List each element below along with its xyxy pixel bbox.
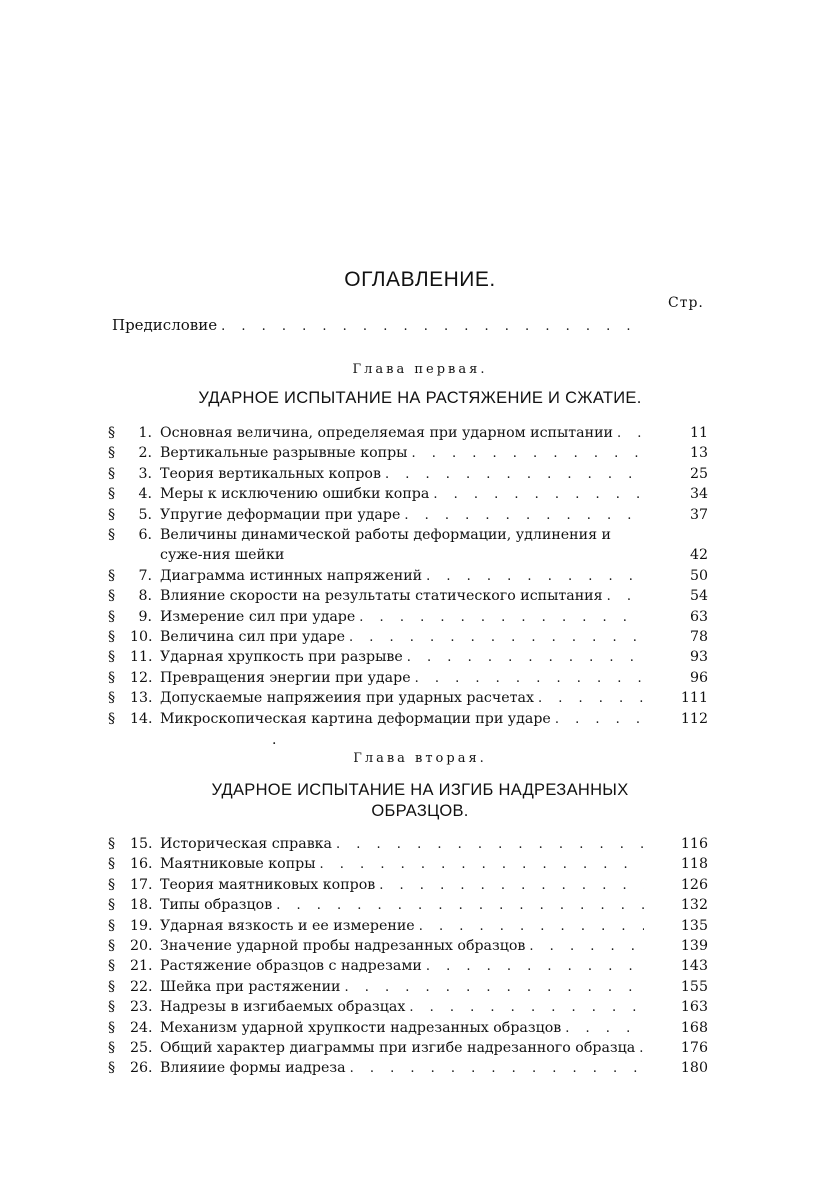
entry-number: 17. <box>130 876 153 893</box>
entry-number: 14. <box>130 710 153 727</box>
toc-entry[interactable] <box>108 977 708 997</box>
chapter-2-title: УДАРНОЕ ИСПЫТАНИЕ НА ИЗГИБ НАДРЕЗАННЫХ ОБРАЗЦОВ. <box>211 781 629 820</box>
dot-leader <box>565 1019 644 1039</box>
entry-number: 7. <box>138 567 152 584</box>
entry-number: 20. <box>130 937 153 954</box>
entry-number: 12. <box>130 669 153 686</box>
entry-page: 54 <box>689 588 708 605</box>
dot-leader <box>320 855 644 875</box>
entry-page: 168 <box>680 1019 708 1036</box>
entry-page: 63 <box>689 608 708 625</box>
dot-leader <box>555 710 644 730</box>
toc-entry[interactable] <box>108 668 708 688</box>
entry-page: 180 <box>680 1060 708 1077</box>
entry-number: 11. <box>130 649 153 666</box>
toc-entry[interactable] <box>108 505 708 525</box>
entry-number: 10. <box>130 628 153 645</box>
entry-title: Типы образцов <box>160 897 273 914</box>
entry-number: 23. <box>130 999 153 1016</box>
dot-leader <box>411 444 644 464</box>
entry-page: 143 <box>680 958 708 975</box>
section-sign: § <box>108 1039 116 1056</box>
entry-title: Значение ударной пробы надрезанных образцов <box>160 937 526 954</box>
entry-page: 93 <box>689 649 708 666</box>
entry-title: Ударная вязкость и ее измерение <box>160 917 415 934</box>
entry-title: Влияиие формы иадреза <box>160 1060 346 1077</box>
dot-leader <box>617 424 644 444</box>
entry-title: Растяжение образцов с надрезами <box>160 958 422 975</box>
entry-page: 50 <box>689 567 708 584</box>
page-column-label: Стр. <box>668 295 704 311</box>
section-sign: § <box>108 567 116 584</box>
toc-entry[interactable] <box>108 688 708 708</box>
entry-number: 6. <box>138 526 152 543</box>
entry-title: Механизм ударной хрупкости надрезанных образцов <box>160 1019 562 1036</box>
dot-leader <box>409 998 644 1018</box>
entry-title: Измерение сил при ударе <box>160 608 356 625</box>
toc-entry[interactable] <box>108 647 708 667</box>
toc-entry[interactable] <box>108 423 708 443</box>
chapter-1-toc <box>108 423 708 729</box>
entry-title: Допускаемые напряжеиия при ударных расчетах <box>160 690 534 707</box>
section-sign: § <box>108 486 116 503</box>
dot-leader <box>359 608 644 628</box>
toc-entry[interactable] <box>108 1058 708 1078</box>
section-sign: § <box>108 1019 116 1036</box>
dot-leader <box>379 876 644 896</box>
toc-entry[interactable] <box>108 443 708 463</box>
toc-entry[interactable] <box>108 464 708 484</box>
entry-number: 16. <box>130 856 153 873</box>
toc-entry[interactable] <box>108 1018 708 1038</box>
toc-entry[interactable] <box>108 854 708 874</box>
entry-title: Ударная хрупкость при разрыве <box>160 649 403 666</box>
section-sign: § <box>108 506 116 523</box>
toc-entry[interactable] <box>108 627 708 647</box>
section-sign: § <box>108 628 116 645</box>
dot-leader <box>529 937 644 957</box>
entry-title: Шейка при растяжении <box>160 978 341 995</box>
entry-title: Упругие деформации при ударе <box>160 506 401 523</box>
entry-number: 3. <box>138 465 152 482</box>
dot-leader <box>385 465 644 485</box>
entry-page: 118 <box>680 856 708 873</box>
dot-leader <box>639 1039 644 1059</box>
toc-entry[interactable] <box>108 607 708 627</box>
section-sign: § <box>108 836 116 852</box>
preface-label: Предисловие <box>112 316 218 334</box>
dot-leader <box>426 567 644 587</box>
section-sign: § <box>108 876 116 893</box>
entry-page: 34 <box>689 486 708 503</box>
entry-number: 5. <box>138 506 152 523</box>
chapter-1-title: УДАРНОЕ ИСПЫТАНИЕ НА РАСТЯЖЕНИЕ И СЖАТИЕ. <box>198 389 642 407</box>
section-sign: § <box>108 465 116 482</box>
entry-page: 155 <box>680 978 708 995</box>
entry-page: 176 <box>680 1039 708 1056</box>
entry-page: 96 <box>689 669 708 686</box>
preface-entry[interactable] <box>112 316 642 336</box>
section-sign: § <box>108 710 116 727</box>
entry-number: 25. <box>130 1039 153 1056</box>
chapter-2-toc <box>108 834 708 1079</box>
entry-title: Величины динамической работы деформации, удлинения и суже-ния шейки <box>160 526 611 564</box>
entry-page: 42 <box>689 547 708 564</box>
entry-page: 25 <box>689 465 708 482</box>
entry-title: Историческая справка <box>160 836 333 852</box>
dot-leader <box>344 978 644 998</box>
entry-title: Превращения энергии при ударе <box>160 669 411 686</box>
section-sign: § <box>108 999 116 1016</box>
entry-page: 135 <box>680 917 708 934</box>
entry-number: 8. <box>138 588 152 605</box>
section-sign: § <box>108 690 116 707</box>
entry-title: Меры к исключению ошибки копра <box>160 486 430 503</box>
entry-page: 78 <box>689 628 708 645</box>
dot-leader <box>221 319 642 334</box>
entry-title: Величина сил при ударе <box>160 628 345 645</box>
toc-entry[interactable] <box>108 895 708 915</box>
dot-leader <box>433 485 644 505</box>
entry-number: 1. <box>138 425 152 441</box>
toc-entry[interactable] <box>108 709 708 729</box>
section-sign: § <box>108 649 116 666</box>
dot-leader <box>276 896 644 916</box>
entry-number: 18. <box>130 897 153 914</box>
toc-entry[interactable] <box>108 586 708 606</box>
toc-entry[interactable] <box>108 1038 708 1058</box>
entry-number: 9. <box>138 608 152 625</box>
toc-entry[interactable] <box>108 484 708 504</box>
entry-page: 116 <box>680 836 708 852</box>
entry-number: 22. <box>130 978 153 995</box>
entry-title: Микроскопическая картина деформации при ударе <box>160 710 551 727</box>
dot-leader <box>607 587 644 607</box>
entry-number: 24. <box>130 1019 153 1036</box>
section-sign: § <box>108 669 116 686</box>
dot-leader <box>407 648 644 668</box>
entry-title: Основная величина, определяемая при ударном испытании <box>160 425 613 441</box>
section-sign: § <box>108 958 116 975</box>
entry-title: Маятниковые копры <box>160 856 316 873</box>
dot-leader <box>336 835 644 855</box>
toc-entry[interactable] <box>108 566 708 586</box>
entry-page: 139 <box>680 937 708 954</box>
section-sign: § <box>108 897 116 914</box>
dot-leader <box>538 689 644 709</box>
entry-page: 112 <box>680 710 708 727</box>
section-sign: § <box>108 588 116 605</box>
toc-entry[interactable] <box>108 834 708 854</box>
entry-page: 37 <box>689 506 708 523</box>
section-sign: § <box>108 917 116 934</box>
section-sign: § <box>108 856 116 873</box>
entry-page: 13 <box>689 445 708 462</box>
dot-leader <box>349 628 644 648</box>
entry-number: 19. <box>130 917 153 934</box>
chapter-1-label: Глава первая. <box>352 362 488 377</box>
entry-number: 21. <box>130 958 153 975</box>
entry-number: 26. <box>130 1060 153 1077</box>
dot-leader <box>426 957 644 977</box>
toc-entry[interactable] <box>108 916 708 936</box>
entry-title: Общий характер диаграммы при изгибе надрезанного образца <box>160 1039 636 1056</box>
entry-title: Теория маятниковых копров <box>160 876 376 893</box>
entry-page: 11 <box>689 425 708 441</box>
section-sign: § <box>108 978 116 995</box>
entry-number: 13. <box>130 690 153 707</box>
dot-leader <box>404 506 644 526</box>
section-sign: § <box>108 526 116 543</box>
entry-title: Диаграмма истинных напряжений <box>160 567 423 584</box>
toc-entry[interactable] <box>108 936 708 956</box>
entry-page: 163 <box>680 999 708 1016</box>
section-sign: § <box>108 937 116 954</box>
entry-number: 4. <box>138 486 152 503</box>
entry-number: 15. <box>130 836 153 852</box>
entry-title: Надрезы в изгибаемых образцах <box>160 999 406 1016</box>
dot-leader <box>415 669 644 689</box>
section-sign: § <box>108 445 116 462</box>
entry-number: 2. <box>138 445 152 462</box>
entry-page: 111 <box>680 690 708 707</box>
toc-entry[interactable] <box>108 525 708 566</box>
entry-title: Вертикальные разрывные копры <box>160 445 408 462</box>
page-title: ОГЛАВЛЕНИЕ. <box>344 268 496 291</box>
toc-entry[interactable] <box>108 875 708 895</box>
toc-entry[interactable] <box>108 956 708 976</box>
ink-speck: · <box>272 736 277 752</box>
section-sign: § <box>108 425 116 441</box>
entry-page: 126 <box>680 876 708 893</box>
entry-title: Теория вертикальных копров <box>160 465 381 482</box>
entry-page: 132 <box>680 897 708 914</box>
dot-leader <box>419 917 644 937</box>
entry-title: Влияние скорости на результаты статического испытания <box>160 588 603 605</box>
dot-leader <box>350 1059 644 1079</box>
section-sign: § <box>108 608 116 625</box>
chapter-2-label: Глава вторая. <box>353 751 487 766</box>
section-sign: § <box>108 1060 116 1077</box>
toc-entry[interactable] <box>108 997 708 1017</box>
